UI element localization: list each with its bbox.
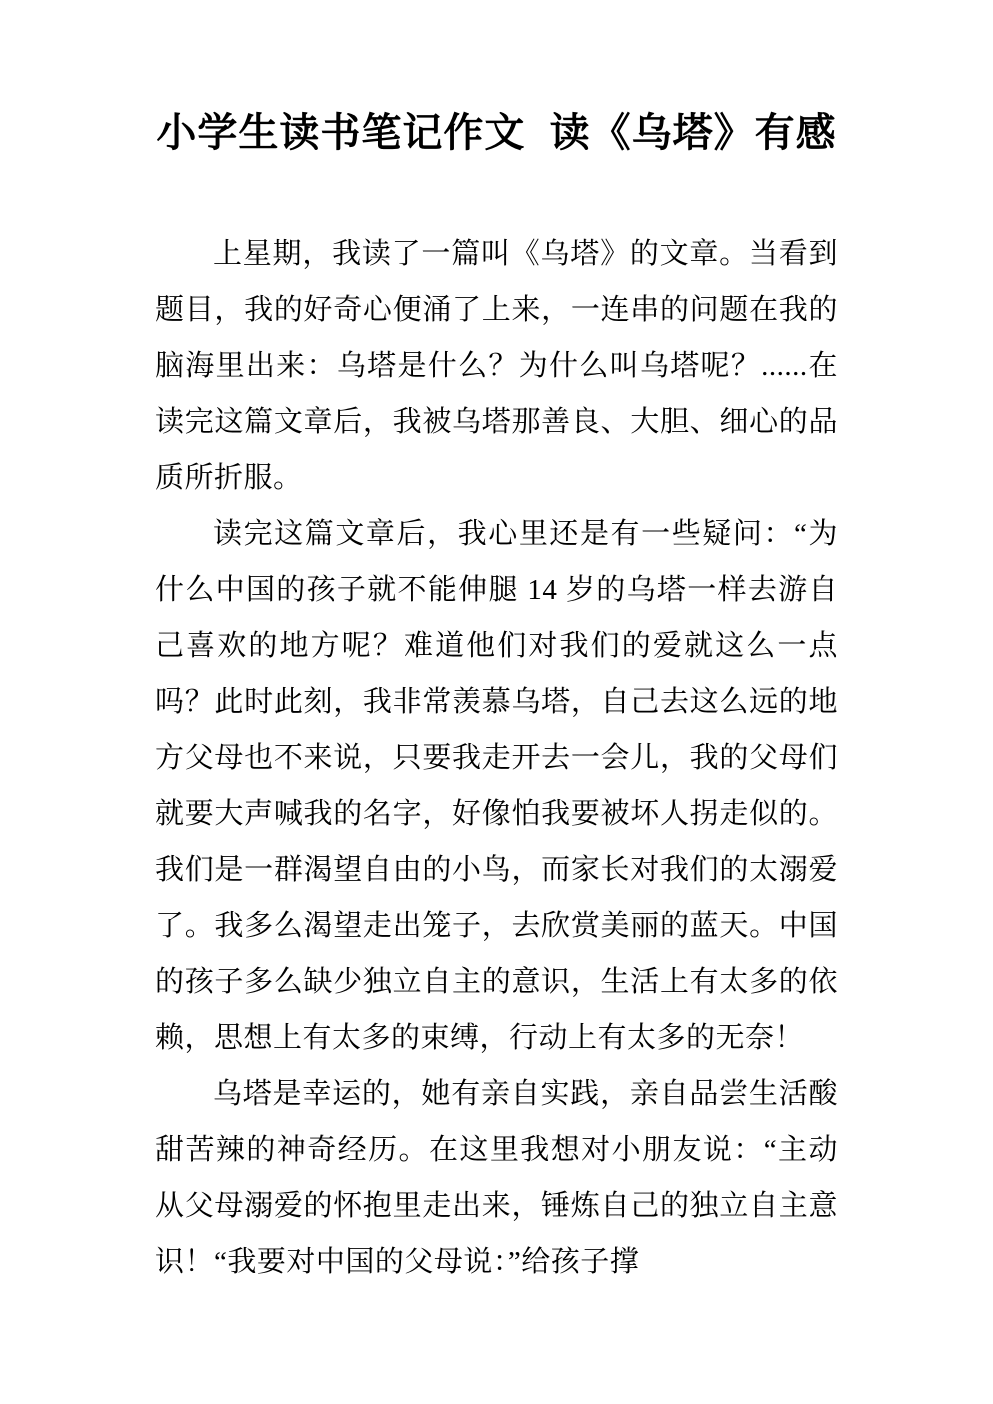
page-title: 小学生读书笔记作文 读《乌塔》有感 [156, 111, 837, 155]
paragraph-3: 乌塔是幸运的，她有亲自实践，亲自品尝生活酸甜苦辣的神奇经历。在这里我想对小朋友说：“主动从父母溺爱的怀抱里走出来，锤炼自己的独立自主意识！“我要对中国的父母说：”给孩子撑 [155, 1078, 838, 1278]
paragraph-2: 读完这篇文章后，我心里还是有一些疑问：“为什么中国的孩子就不能伸腿 14 岁的乌塔一样去游自己喜欢的地方呢？难道他们对我们的爱就这么一点吗？此时此刻，我非常羡慕乌塔，自己去这么远的地方父母也不来说，只要我走开去一会儿，我的父母们就要大声喊我的名字，好像怕我要被坏人拐走似的。我们是一群渴望自由的小鸟，而家长对我们的太溺爱了。我多么渴望走出笼子，去欣赏美丽的蓝天。中国的孩子多么缺少独立自主的意识，生活上有太多的依赖，思想上有太多的束缚，行动上有太多的无奈！ [155, 518, 838, 1054]
paragraph-1: 上星期，我读了一篇叫《乌塔》的文章。当看到题目，我的好奇心便涌了上来，一连串的问题在我的脑海里出来：乌塔是什么？为什么叫乌塔呢？......在读完这篇文章后，我被乌塔那善良、大胆、细心的品质所折服。 [155, 238, 838, 494]
document-body [155, 158, 838, 1290]
